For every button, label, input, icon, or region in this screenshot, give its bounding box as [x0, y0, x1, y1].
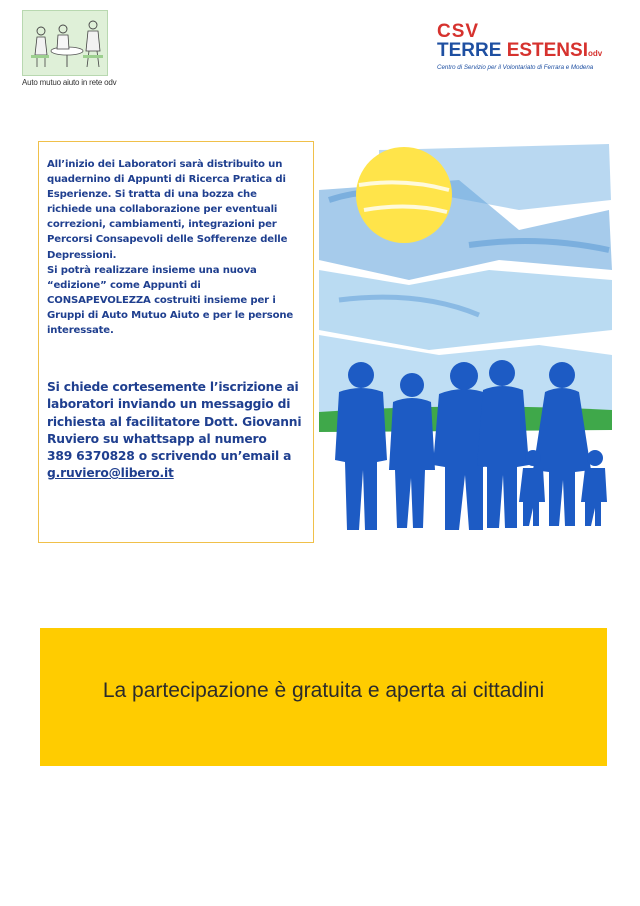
info-line: interessate. — [47, 325, 114, 337]
info-line: Esperienze. Si tratta di una bozza che — [47, 189, 257, 201]
info-line: richiede una collaborazione per eventuali — [47, 204, 278, 216]
registration-line: Si chiede cortesemente l’iscrizione ai — [47, 380, 299, 395]
csv-logo-estensi: ESTENSI — [506, 40, 588, 61]
registration-line: Ruviero su whattsapp al numero — [47, 431, 267, 446]
csv-logo-terre: TERRE — [437, 40, 502, 61]
ama-caption: Auto mutuo aiuto in rete odv — [22, 78, 117, 87]
info-box — [38, 141, 314, 543]
free-participation-banner — [40, 628, 607, 766]
csv-logo-terre-estensi — [437, 41, 617, 64]
family-silhouettes-illustration — [319, 140, 612, 532]
email-link[interactable]: g.ruviero@libero.it — [47, 466, 174, 481]
info-line: correzioni, cambiamenti, integrazioni per — [47, 219, 277, 231]
registration-line: 389 6370828 o scrivendo un’email a — [47, 448, 292, 463]
people-at-table-illustration — [23, 11, 107, 75]
ama-logo — [22, 10, 108, 76]
info-line: Si potrà realizzare insieme una nuova — [47, 264, 257, 276]
banner-text: La partecipazione è gratuita e aperta ai cittadini — [102, 679, 545, 702]
info-line: “edizione” come Appunti di — [47, 279, 201, 291]
info-line: Gruppi di Auto Mutuo Aiuto e per le persone — [47, 309, 294, 321]
registration-request — [47, 379, 303, 482]
info-line: All’inizio dei Laboratori sarà distribuito un — [47, 159, 283, 170]
csv-terre-estensi-logo — [437, 22, 617, 82]
registration-line: laboratori inviando un messaggio di — [47, 397, 291, 412]
csv-logo-odv: odv — [588, 49, 603, 58]
info-line: quadernino di Appunti di Ricerca Pratica di — [47, 174, 286, 186]
info-paragraph — [47, 157, 303, 338]
registration-line: richiesta al facilitatore Dott. Giovanni — [47, 414, 302, 429]
csv-logo-csv: CSV — [437, 21, 480, 42]
info-line: Percorsi Consapevoli delle Sofferenze delle — [47, 234, 288, 246]
info-line: CONSAPEVOLEZZA costruiti insieme per i — [47, 294, 276, 306]
csv-logo-subtitle: Centro di Servizio per il Volontariato di Ferrara e Modena — [437, 64, 594, 71]
family-illustration — [319, 140, 612, 532]
info-line: Depressioni. — [47, 249, 117, 261]
